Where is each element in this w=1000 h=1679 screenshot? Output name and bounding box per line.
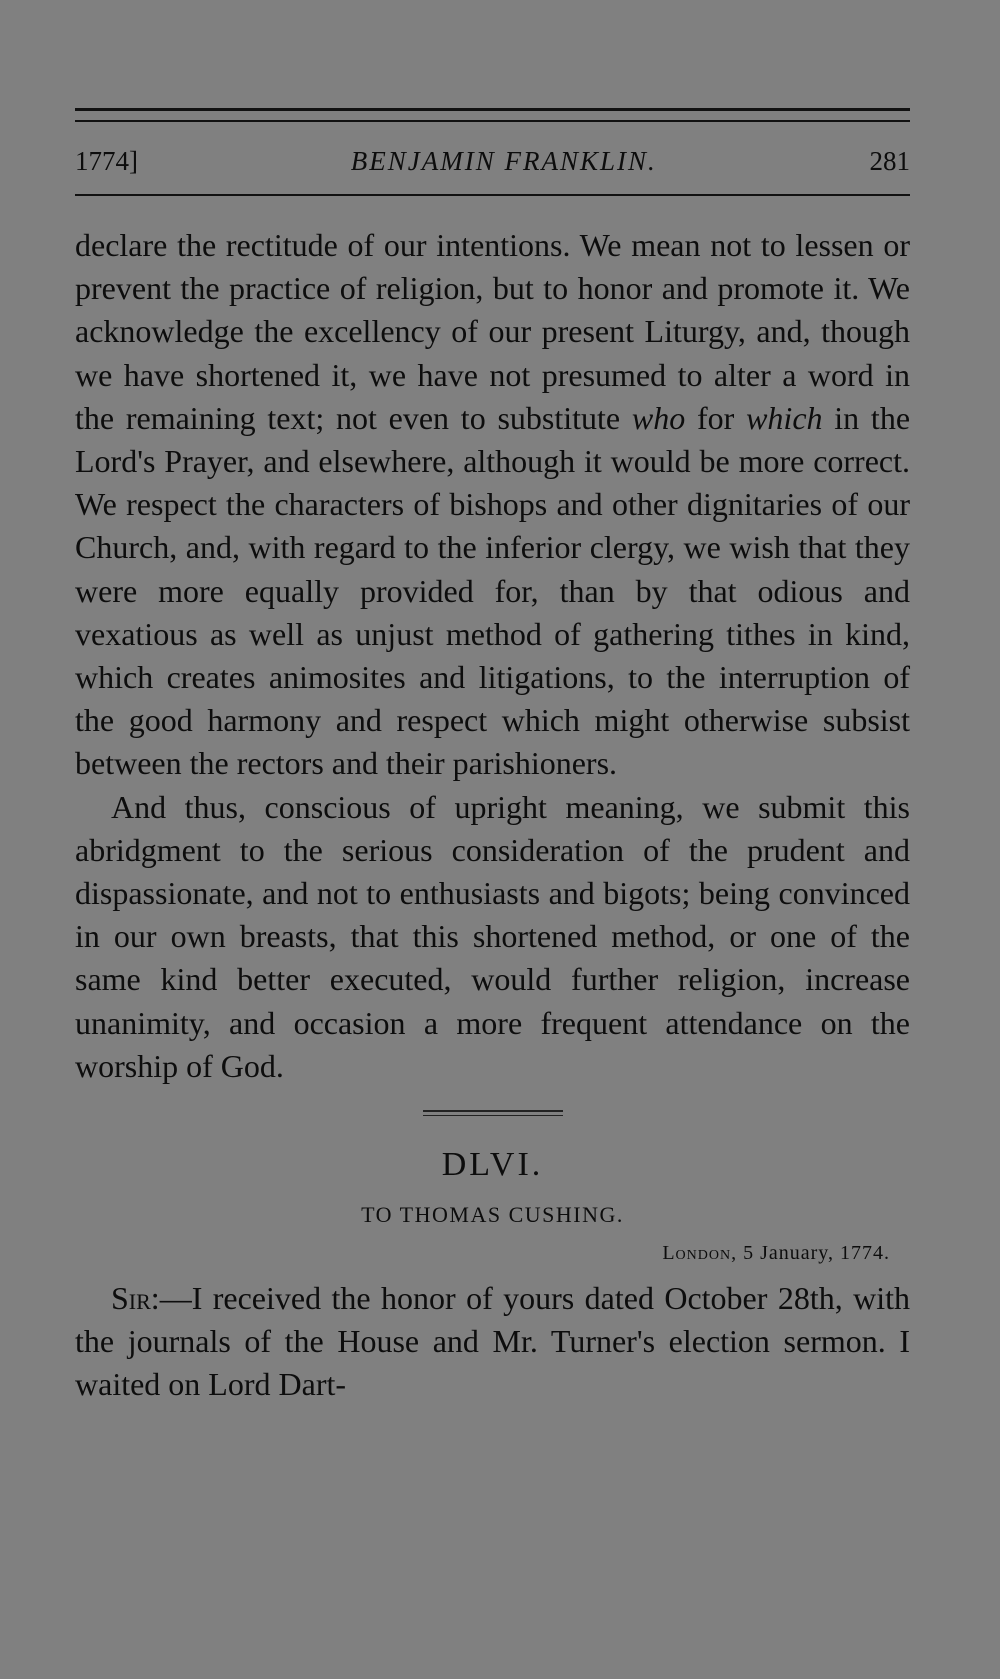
paragraph-2: And thus, conscious of upright meaning, we submit this abridgment to the serious consideration of the prudent and dispassionate, and not to enthusiasts and bigots; being convinced in our own breasts, that this shortened method, or one of the same kind better executed, would further religion, increase unanimity, and occasion a more frequent attendance on the worship of God. [75, 788, 910, 1084]
header-title: BENJAMIN FRANKLIN. [350, 146, 657, 176]
book-page [75, 108, 910, 1407]
header-year: 1774] [75, 146, 138, 176]
letter-dateline [75, 1242, 910, 1265]
letter-number: DLVI. [441, 1146, 544, 1184]
letter-place: London, [662, 1242, 738, 1265]
page-number: 281 [869, 146, 910, 176]
italic-word-who: who [631, 399, 686, 436]
salutation: Sir [111, 1280, 151, 1317]
body-text [75, 224, 910, 1088]
running-header [75, 146, 910, 184]
letter-opening-text: :—I received the honor of yours dated October 28th, with the journals of the House and Mr. Turner's election sermon. I waited on Lord Dart- [75, 1280, 910, 1403]
section-divider [423, 1110, 563, 1116]
header-rule-thick [75, 108, 910, 111]
letter-date: 5 January, 1774. [743, 1242, 890, 1265]
paragraph-1: declare the rectitude of our intentions. We mean not to lessen or prevent the practice of religion, but to honor and promote it. We acknowledge the excellency of our present Liturgy, and, though we have shortened it, we have not presumed to alter a word in the remaining text; not even to substitute who for which in the Lord's Prayer, and elsewhere, although it would be more correct. We respect the characters of bishops and other dignitaries of our Church, and, with regard to the inferior clergy, we wish that they were more equally provided for, than by that odious and vexatious as well as unjust method of gathering tithes in kind, which creates animosites and litigations, to the interruption of the good harmony and respect which might otherwise subsist between the rectors and their parishioners. [75, 227, 911, 782]
letter-addressee: TO THOMAS CUSHING. [361, 1202, 624, 1228]
italic-word-which: which [746, 399, 823, 436]
header-rule-thin [75, 120, 910, 122]
letter-opening-paragraph [75, 1277, 910, 1407]
header-bottom-rule [75, 194, 910, 196]
